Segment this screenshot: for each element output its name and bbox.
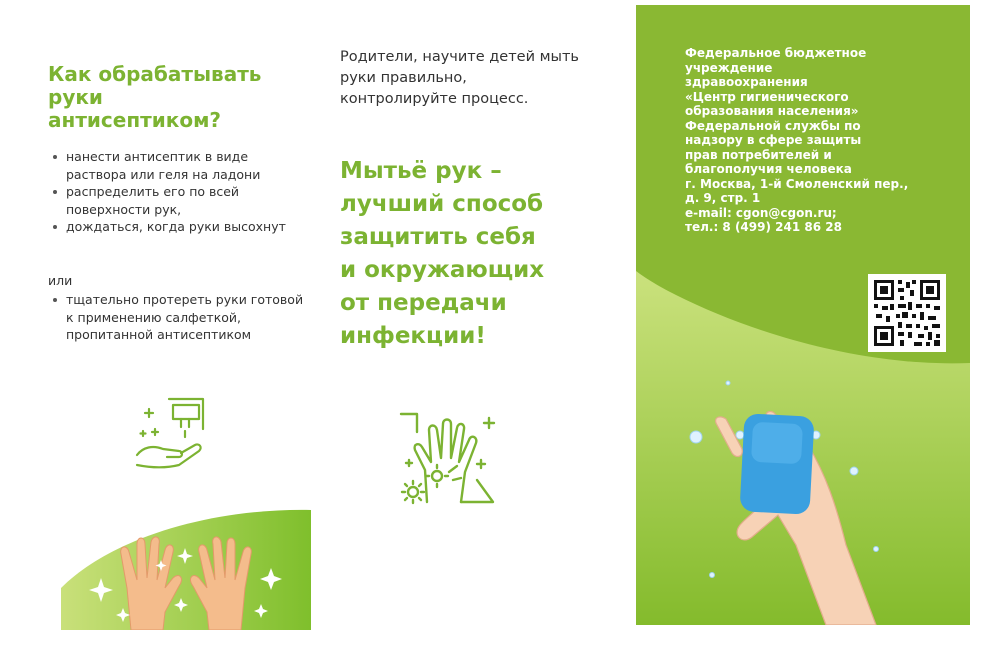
phone-line: тел.: 8 (499) 241 86 28 [685, 220, 842, 234]
hand-with-soap-illustration [676, 375, 966, 625]
slogan-line: и окружающих [340, 257, 545, 283]
list-item: распределить его по всей поверхности рук, [66, 183, 306, 218]
org-line: прав потребителей и [685, 147, 832, 162]
org-line: благополучия человека [685, 162, 852, 176]
or-word: или [48, 273, 73, 288]
org-line: здравоохранения [685, 75, 808, 89]
slogan-line: защитить себя [340, 224, 536, 250]
heading-line: Как обрабатывать [48, 62, 262, 86]
heading-line: антисептиком? [48, 108, 222, 132]
wipe-steps-list [48, 291, 306, 344]
handwashing-slogan [340, 155, 580, 353]
middle-panel [320, 0, 630, 655]
list-item: тщательно протереть руки готовой к применению салфеткой, пропитанной антисептиком [66, 291, 306, 344]
antiseptic-heading [48, 63, 308, 132]
text-line: контролируйте процесс. [340, 91, 529, 107]
clean-hands-illustration [61, 508, 311, 630]
right-panel [636, 5, 970, 625]
antiseptic-steps-list [48, 148, 306, 236]
list-item: нанести антисептик в виде раствора или геля на ладони [66, 148, 306, 183]
email-line: e-mail: cgon@cgon.ru; [685, 205, 837, 220]
slogan-line: Мытьё рук – [340, 158, 502, 184]
org-line: образования населения» [685, 104, 859, 118]
org-line: г. Москва, 1-й Смоленский пер., [685, 176, 909, 191]
parents-advice-text [340, 47, 610, 110]
slogan-line: от передачи [340, 290, 507, 316]
text-line: руки правильно, [340, 70, 467, 86]
heading-line: руки [48, 85, 103, 109]
qr-code[interactable] [868, 274, 946, 352]
dispenser-hand-icon [133, 395, 208, 477]
left-panel [0, 0, 320, 655]
hand-germs-icon [397, 410, 502, 514]
org-line: Федеральное бюджетное [685, 46, 867, 60]
org-line: «Центр гигиенического [685, 89, 849, 104]
slogan-line: лучший способ [340, 191, 544, 217]
slogan-line: инфекции! [340, 323, 486, 349]
org-line: надзору в сфере защиты [685, 133, 862, 147]
org-line: Федеральной службы по [685, 118, 861, 133]
org-line: д. 9, стр. 1 [685, 191, 761, 205]
org-line: учреждение [685, 60, 773, 75]
organization-contacts [685, 46, 955, 235]
list-item: дождаться, когда руки высохнут [66, 218, 306, 236]
text-line: Родители, научите детей мыть [340, 49, 579, 65]
